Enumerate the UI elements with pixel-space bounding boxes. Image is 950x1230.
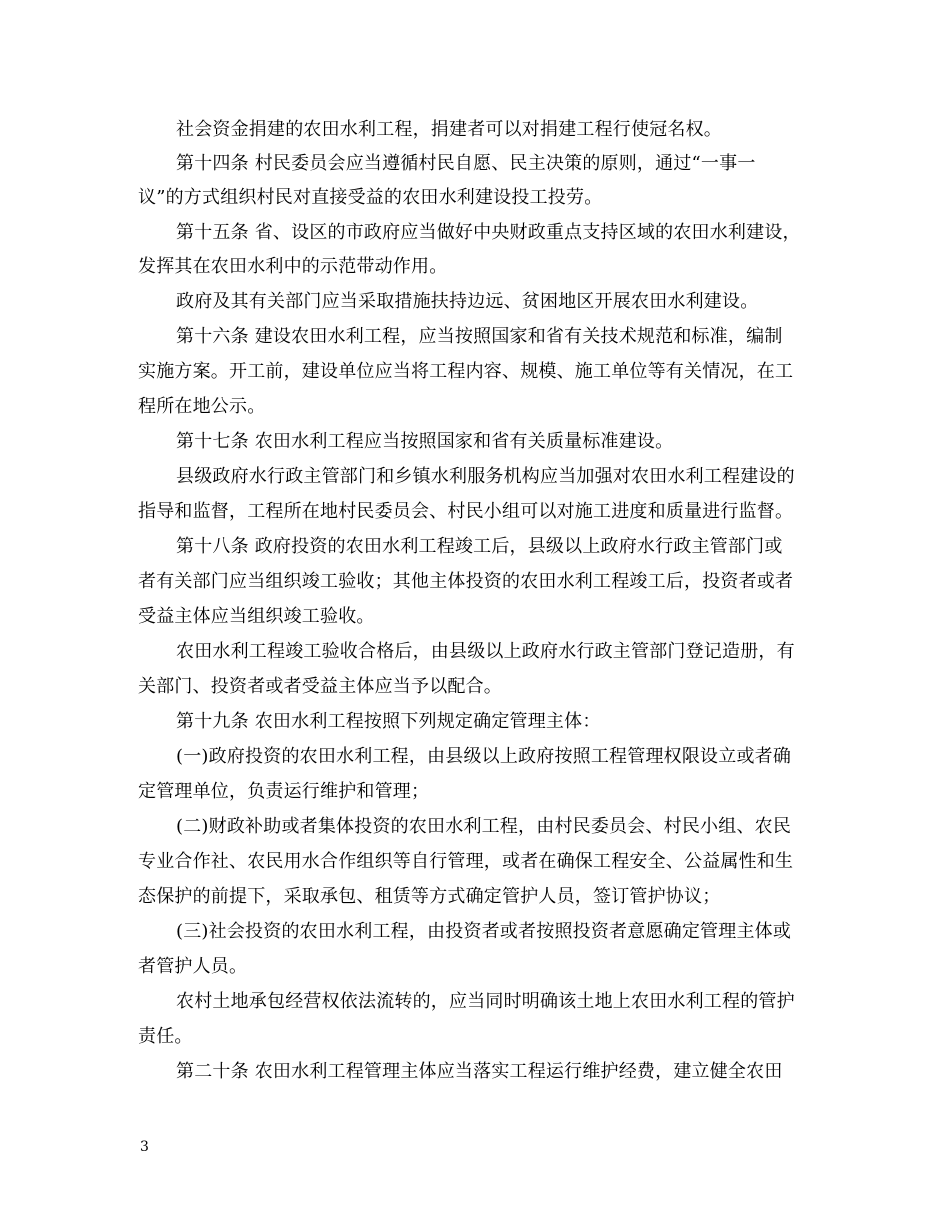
- paragraph-line: 态保护的前提下，采取承包、租赁等方式确定管护人员，签订管护协议；: [138, 886, 721, 907]
- paragraph-line: 专业合作社、农民用水合作组织等自行管理，或者在确保工程安全、公益属性和生: [138, 851, 794, 872]
- paragraph-line: 定管理单位，负责运行维护和管理；: [138, 781, 430, 802]
- article-14-line: 第十四条 村民委员会应当遵循村民自愿、民主决策的原则，通过“一事一: [176, 153, 756, 174]
- paragraph-line: 程所在地公示。: [138, 396, 266, 417]
- list-item-3-line: (三)社会投资的农田水利工程，由投资者或者按照投资者意愿确定管理主体或: [176, 921, 792, 942]
- paragraph-line: 关部门、投资者或者受益主体应当予以配合。: [138, 676, 502, 697]
- paragraph-line: 县级政府水行政主管部门和乡镇水利服务机构应当加强对农田水利工程建设的: [176, 466, 795, 487]
- article-17-line: 第十七条 农田水利工程应当按照国家和省有关质量标准建设。: [176, 431, 674, 452]
- page-number: 3: [140, 1139, 149, 1155]
- article-20-line: 第二十条 农田水利工程管理主体应当落实工程运行维护经费，建立健全农田: [176, 1061, 783, 1082]
- paragraph-line: 受益主体应当组织竣工验收。: [138, 606, 375, 627]
- paragraph-line: 议”的方式组织村民对直接受益的农田水利建设投工投劳。: [138, 187, 603, 208]
- article-15-line: 第十五条 省、设区的市政府应当做好中央财政重点支持区域的农田水利建设，: [176, 222, 801, 243]
- paragraph-line: 发挥其在农田水利中的示范带动作用。: [138, 256, 448, 277]
- article-18-line: 第十八条 政府投资的农田水利工程竣工后，县级以上政府水行政主管部门或: [176, 536, 783, 557]
- paragraph-line: 责任。: [138, 1026, 193, 1047]
- paragraph-line: 社会资金捐建的农田水利工程，捐建者可以对捐建工程行使冠名权。: [176, 119, 722, 140]
- article-19-line: 第十九条 农田水利工程按照下列规定确定管理主体：: [176, 711, 601, 732]
- paragraph-line: 农村土地承包经营权依法流转的，应当同时明确该土地上农田水利工程的管护: [176, 991, 795, 1012]
- paragraph-line: 指导和监督，工程所在地村民委员会、村民小组可以对施工进度和质量进行监督。: [138, 501, 794, 522]
- paragraph-line: 政府及其有关部门应当采取措施扶持边远、贫困地区开展农田水利建设。: [176, 291, 759, 312]
- paragraph-line: 者管护人员。: [138, 956, 248, 977]
- paragraph-line: 实施方案。开工前，建设单位应当将工程内容、规模、施工单位等有关情况，在工: [138, 361, 794, 382]
- article-16-line: 第十六条 建设农田水利工程，应当按照国家和省有关技术规范和标准，编制: [176, 326, 783, 347]
- list-item-1-line: (一)政府投资的农田水利工程，由县级以上政府按照工程管理权限设立或者确: [176, 746, 792, 767]
- paragraph-line: 农田水利工程竣工验收合格后，由县级以上政府水行政主管部门登记造册，有: [176, 641, 795, 662]
- list-item-2-line: (二)财政补助或者集体投资的农田水利工程，由村民委员会、村民小组、农民: [176, 816, 792, 837]
- paragraph-line: 者有关部门应当组织竣工验收；其他主体投资的农田水利工程竣工后，投资者或者: [138, 571, 794, 592]
